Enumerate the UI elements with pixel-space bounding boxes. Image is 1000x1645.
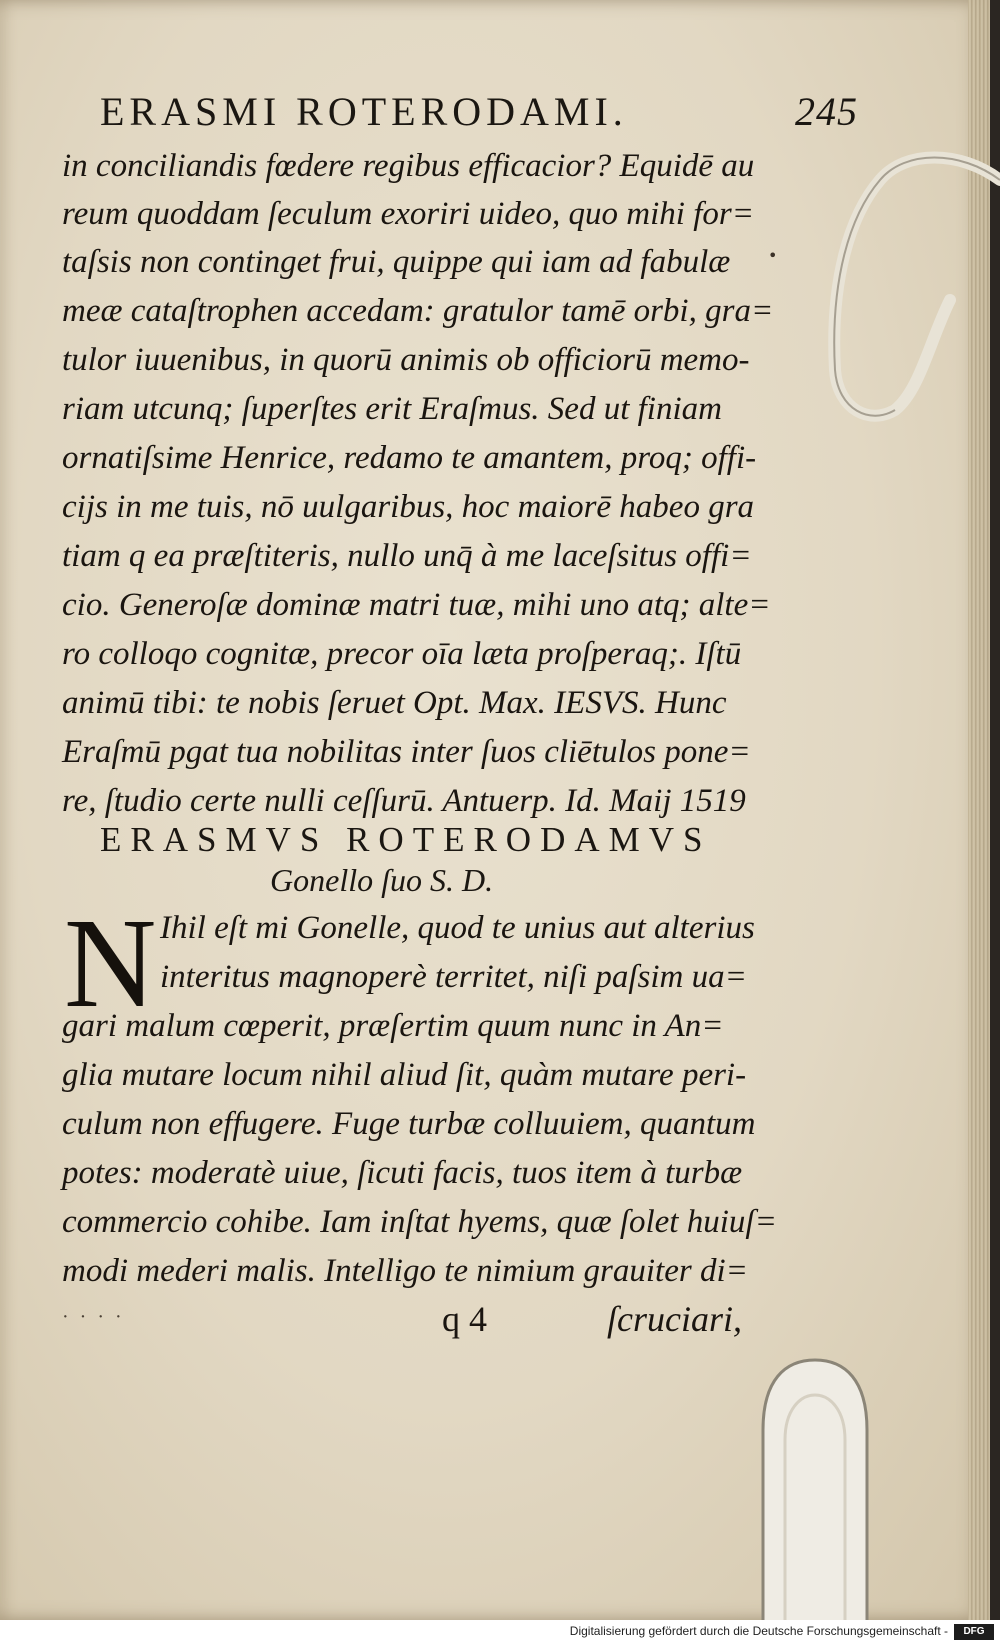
page-number: 245 [795, 89, 858, 134]
text-line: taſsis non continget frui, quippe qui iam ad fabulæ [62, 244, 731, 280]
text-line: ornatiſsime Henrice, redamo te amantem, proq; offi- [62, 440, 757, 476]
page-clamp-top [810, 140, 1000, 440]
text-line: reum quoddam ſeculum exoriri uideo, quo mihi for= [62, 196, 754, 232]
text-line: Ihil eſt mi Gonelle, quod te unius aut alterius [160, 910, 755, 946]
page-header [100, 88, 858, 138]
dfg-logo: DFG [954, 1624, 994, 1640]
page-clamp-bottom [745, 1340, 885, 1630]
text-line: culum non effugere. Fuge turbæ colluuiem, quantum [62, 1106, 756, 1142]
text-line: cio. Generoſæ dominæ matri tuæ, mihi uno atq; alte= [62, 587, 771, 623]
text-line: Eraſmū pgat tua nobilitas inter ſuos cliētulos pone= [62, 734, 751, 770]
text-line: cijs in me tuis, nō uulgaribus, hoc maiorē habeo gra [62, 489, 755, 525]
catchword: ſcruciari, [607, 1299, 742, 1339]
text-line: animū tibi: te nobis ſeruet Opt. Max. IESVS. Hunc [62, 685, 727, 721]
stain-marks: · · · · [62, 1306, 125, 1328]
text-line: gari malum cœperit, præſertim quum nunc in An= [62, 1008, 724, 1044]
text-line: in conciliandis fœdere regibus efficacior? Equidē au [62, 148, 755, 184]
page-footer [62, 1298, 782, 1354]
drop-cap: N [64, 892, 157, 1034]
text-line: glia mutare locum nihil aliud ſit, quàm mutare peri- [62, 1057, 747, 1093]
text-line: commercio cohibe. Iam inſtat hyems, quæ ſolet huiuſ= [62, 1204, 777, 1240]
funding-credit: Digitalisierung gefördert durch die Deutsche Forschungsgemeinschaft - [569, 1624, 948, 1638]
letter-2-heading: ERASMVS ROTERODAMVS [100, 820, 712, 859]
credit-bar [0, 1620, 1000, 1645]
text-line: riam utcunq; ſuperſtes erit Eraſmus. Sed ut finiam [62, 391, 722, 427]
text-line: re, ſtudio certe nulli ceſſurū. Antuerp. Id. Maij 1519 [62, 783, 746, 819]
text-line: meæ cataſtrophen accedam: gratulor tamē orbi, gra= [62, 293, 774, 329]
text-line: tiam q ea præſtiteris, nullo unq̄ à me laceſsitus offi= [62, 538, 752, 574]
letter-2-salutation: Gonello ſuo S. D. [270, 862, 494, 898]
running-head: ERASMI ROTERODAMI. [100, 89, 628, 134]
text-line: modi mederi malis. Intelligo te nimium grauiter di= [62, 1253, 748, 1289]
signature-mark: q 4 [442, 1299, 487, 1339]
margin-mark: • [768, 246, 778, 265]
text-line: potes: moderatè uiue, ſicuti facis, tuos item à turbæ [62, 1155, 743, 1191]
text-line: ro colloqo cognitæ, precor oīa læta proſperaq;. Iſtū [62, 636, 742, 672]
text-line: tulor iuuenibus, in quorū animis ob officiorū memo- [62, 342, 750, 378]
text-line: interitus magnoperè territet, niſi paſsim ua= [160, 959, 747, 995]
